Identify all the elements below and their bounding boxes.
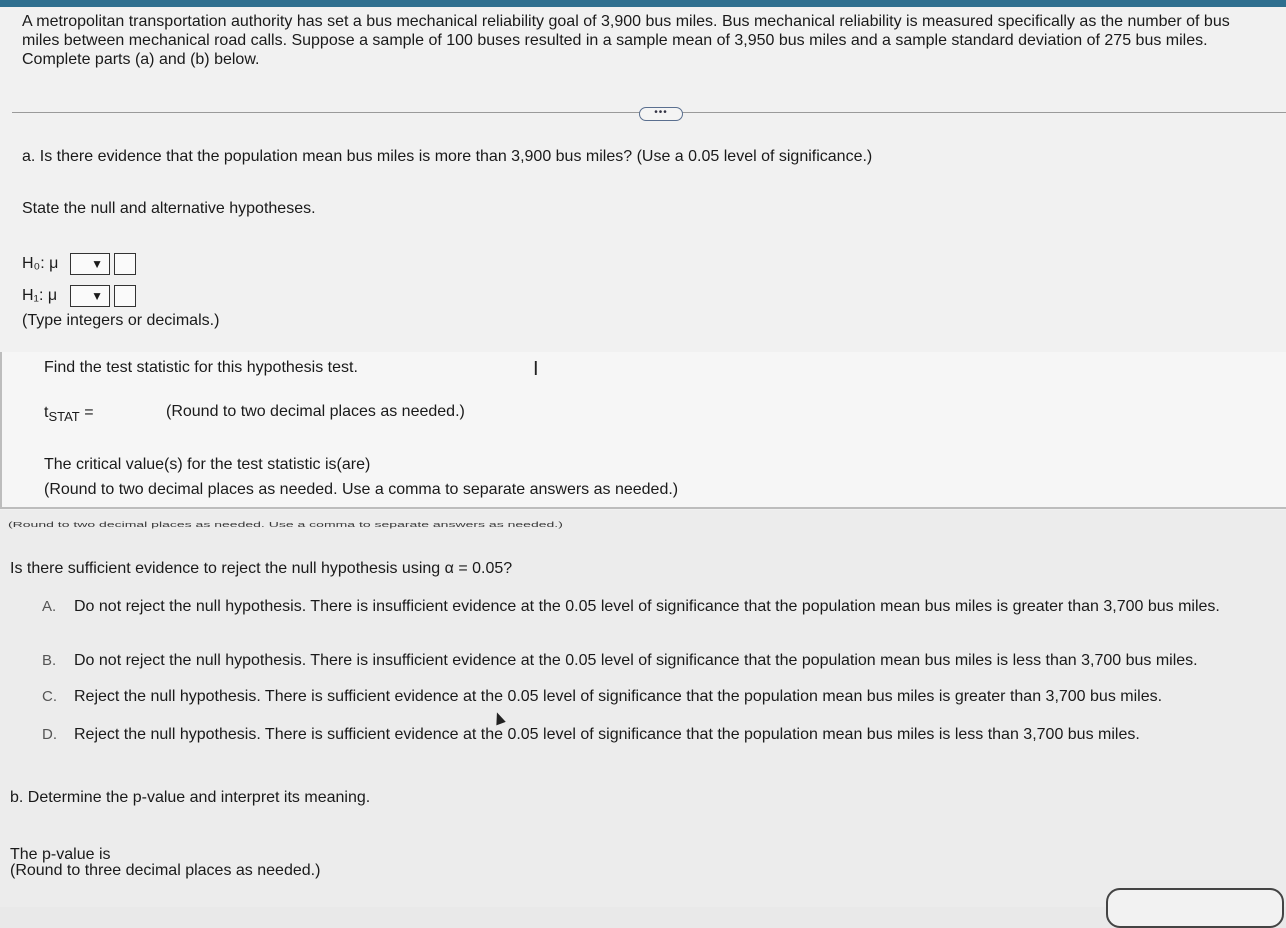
tstat-round-hint: (Round to two decimal places as needed.)	[166, 403, 465, 420]
critical-value-prompt: The critical value(s) for the test statistic is(are)	[44, 456, 371, 473]
hypotheses-prompt: State the null and alternative hypotheses.	[22, 200, 316, 217]
option-c-text: Reject the null hypothesis. There is sufficient evidence at the 0.05 level of significance that the population mean bus miles is greater than 3,700 bus miles.	[74, 688, 1163, 705]
critical-value-hint: (Round to two decimal places as needed. Use a comma to separate answers as needed.)	[44, 481, 679, 498]
pvalue-round-hint: (Round to three decimal places as needed.)	[10, 862, 321, 879]
null-hypothesis-label: H₀: μ	[22, 255, 59, 272]
option-c-letter: C.	[42, 688, 57, 705]
tstat-subscript: STAT	[48, 409, 80, 425]
null-hypothesis-value-input[interactable]	[114, 253, 136, 275]
null-hypothesis-operator-dropdown[interactable]	[70, 253, 110, 275]
partially-hidden-hint: (Round to two decimal places as needed. Use a comma to separate answers as needed.)	[8, 520, 563, 529]
alternative-hypothesis-value-input[interactable]	[114, 285, 136, 307]
option-b-letter: B.	[42, 652, 57, 669]
text-cursor-icon: I	[533, 358, 539, 380]
test-statistic-prompt: Find the test statistic for this hypothesis test.	[44, 359, 358, 376]
option-d-letter: D.	[42, 726, 57, 743]
tstat-equals: =	[79, 404, 94, 421]
tstat-letter: t	[44, 404, 49, 421]
reject-null-prompt: Is there sufficient evidence to reject the null hypothesis using α = 0.05?	[10, 560, 513, 577]
option-b-text: Do not reject the null hypothesis. There is insufficient evidence at the 0.05 level of significance that the population mean bus miles is less than 3,700 bus miles.	[74, 652, 1198, 669]
problem-statement: A metropolitan transportation authority has set a bus mechanical reliability goal of 3,900 bus miles. Bus mechanical reliability is measured specifically as the number of bus miles between mechanical road calls. Suppose a sample of 100 buses resulted in a sample mean of 3,950 bus miles and a sample standard deviation of 275 bus miles. Complete parts (a) and (b) below.	[22, 13, 1230, 68]
alternative-hypothesis-label: H₁: μ	[22, 287, 58, 304]
dropdown-arrow-icon: ▼	[91, 289, 103, 303]
part-b-question: b. Determine the p-value and interpret its meaning.	[10, 789, 371, 806]
top-accent-bar	[0, 0, 1286, 7]
part-a-question: a. Is there evidence that the population mean bus miles is more than 3,900 bus miles? (Use a 0.05 level of significance.)	[22, 148, 873, 165]
null-hypothesis-row	[22, 252, 136, 276]
option-a-text: Do not reject the null hypothesis. There is insufficient evidence at the 0.05 level of significance that the population mean bus miles is greater than 3,700 bus miles.	[74, 598, 1220, 615]
next-question-button[interactable]	[1106, 888, 1284, 928]
option-a-letter: A.	[42, 598, 57, 615]
option-d-text: Reject the null hypothesis. There is sufficient evidence at the 0.05 level of significance that the population mean bus miles is less than 3,700 bus miles.	[74, 726, 1140, 743]
tstat-label	[44, 404, 94, 424]
alternative-hypothesis-row	[22, 284, 136, 308]
expand-more-button[interactable]: •••	[639, 107, 683, 121]
dropdown-arrow-icon: ▼	[91, 257, 103, 271]
pvalue-prompt: The p-value is	[10, 846, 111, 863]
hypothesis-type-hint: (Type integers or decimals.)	[22, 312, 220, 329]
alternative-hypothesis-operator-dropdown[interactable]	[70, 285, 110, 307]
